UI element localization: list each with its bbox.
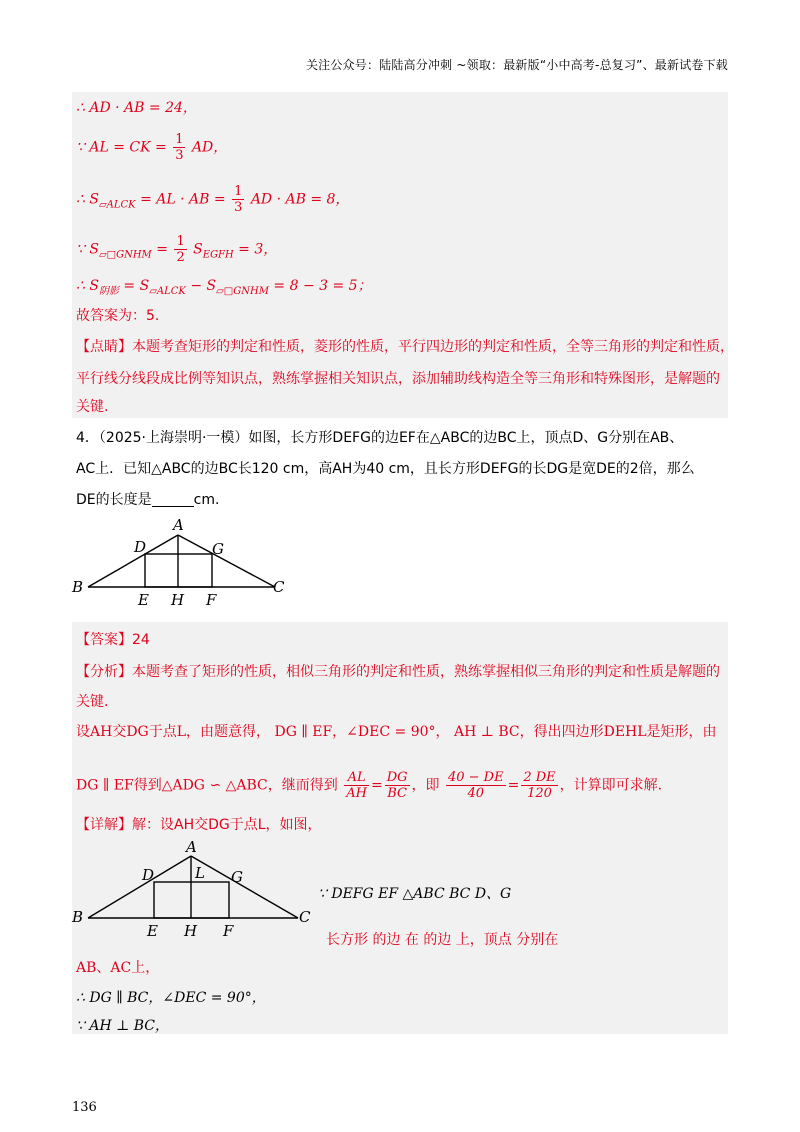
label-G: G (231, 868, 243, 886)
note-line-2: 平行线分线段成比例等知识点，熟练掌握相关知识点，添加辅助线构造全等三角形和特殊图形，是解题的 (76, 371, 720, 387)
step-line-4: ∵ $S_{▱□GNHM}$ = $\frac{1}{2}$ $S_{EGFH} = 3$， (76, 234, 278, 265)
label-F: F (206, 591, 217, 609)
detail-line-5: ∵ AH ⊥ BC， (76, 1018, 170, 1034)
problem-line-2: AC上．已知△ABC的边BC长120 cm，高AH为40 cm，且长方形DEFG的长DG是宽DE的2倍，那么 (76, 461, 695, 477)
note-line-3: 关键. (76, 399, 109, 415)
page-header: 关注公众号：陆陆高分冲刺 ~领取：最新版“小中高考-总复习”、最新试卷下载 (305, 58, 728, 72)
label-G: G (212, 540, 224, 558)
fraction: $\frac{AL}{AH}$ (346, 770, 367, 801)
label-D: D (134, 538, 147, 556)
fraction: $\frac{DG}{BC}$ (386, 770, 408, 801)
detail-line-4: ∴ DG ∥ BC，∠DEC = 90°， (76, 990, 266, 1006)
label-H: H (184, 922, 198, 940)
analysis-line-1: 【分析】本题考查了矩形的性质，相似三角形的判定和性质，熟练掌握相似三角形的判定和性质是解题的 (76, 664, 720, 680)
page-number: 136 (72, 1100, 97, 1115)
note-line-1: 【点睛】本题考查矩形的判定和性质，菱形的性质，平行四边形的判定和性质，全等三角形的判定和性质， (76, 339, 734, 355)
triangle-figure-2 (70, 838, 320, 943)
label-D: D (142, 866, 155, 884)
step-line-2: ∵ AL = CK = $\frac{1}{3}$ AD， (76, 132, 228, 163)
analysis-line-4: DG ∥ EF得到△ADG ∽ △ABC，继而得到 $\frac{AL}{AH}$ = $\frac{DG}{BC}$ ，即 $\frac{40 - DE}{40}$ = $\frac{2 DE}{120}$ ，计算即可求解. (76, 770, 663, 801)
detail-line-1: 【详解】解：设AH交DG于点L，如图， (76, 817, 322, 833)
label-H: H (171, 591, 185, 609)
fraction: $\frac{40 - DE}{40}$ (447, 770, 504, 801)
label-C: C (299, 908, 311, 926)
step-line-5: ∴ $S_{阴影} = S_{▱ALCK} - S_{▱□GNHM} = 8 - 3 = 5$； (76, 278, 372, 297)
label-A: A (173, 516, 184, 534)
problem-line-1: 4．（2025·上海崇明·一模）如图，长方形DEFG的边EF在△ABC的边BC上，顶点D、G分别在AB、 (76, 430, 684, 446)
answer-label: 【答案】24 (76, 632, 150, 648)
label-F: F (223, 922, 234, 940)
detail-line-3: AB、AC上， (76, 960, 160, 976)
detail-line-2-math: ∵ DEFG EF △ABC BC D、G (318, 886, 512, 902)
fraction: $\frac{1}{2}$ (176, 234, 185, 265)
fraction: $\frac{2 DE}{120}$ (523, 770, 556, 801)
analysis-line-3: 设AH交DG于点L，由题意得， DG ∥ EF，∠DEC = 90°， AH ⊥ BC，得出四边形DEHL是矩形，由 (76, 724, 717, 740)
triangle-figure-1 (70, 515, 300, 610)
analysis-line-2: 关键. (76, 694, 109, 710)
label-B: B (72, 578, 84, 596)
label-A: A (186, 838, 197, 856)
label-C: C (273, 578, 285, 596)
label-E: E (147, 922, 158, 940)
label-L: L (195, 864, 205, 882)
answer-line: 故答案为：5. (76, 308, 160, 324)
detail-line-2-text: 长方形 的边 在 的边 上，顶点 分别在 (326, 932, 559, 948)
fraction: $\frac{1}{3}$ (234, 184, 243, 215)
problem-line-3: DE的长度是 cm. (76, 492, 220, 508)
step-line-3: ∴ $S_{▱ALCK}$ = AL · AB = $\frac{1}{3}$ AD · AB = 8， (76, 184, 350, 215)
label-E: E (138, 591, 149, 609)
step-line-1: ∴ AD · AB = 24， (76, 100, 197, 116)
answer-blank (152, 492, 194, 507)
label-B: B (72, 908, 84, 926)
fraction: $\frac{1}{3}$ (175, 132, 184, 163)
